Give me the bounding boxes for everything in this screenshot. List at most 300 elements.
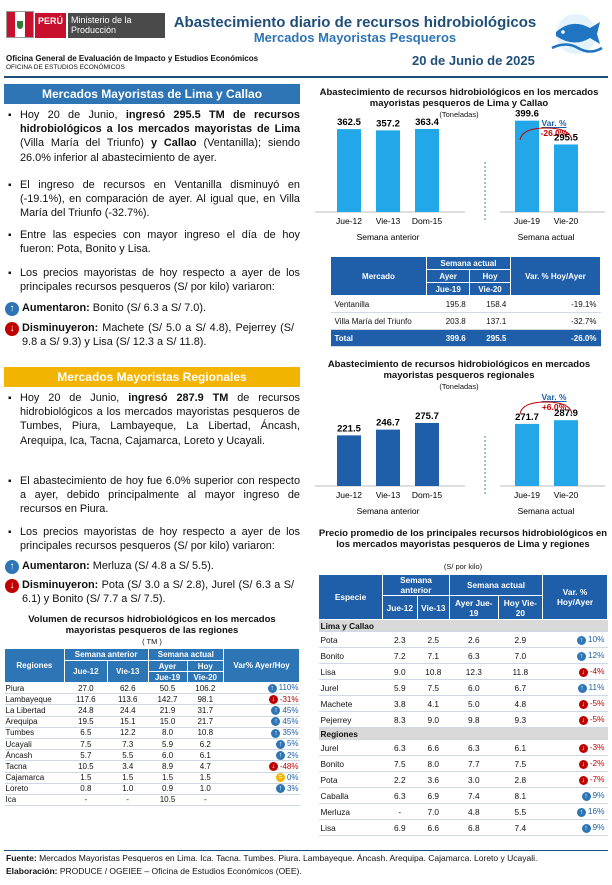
table-row (5, 716, 300, 727)
table-cell: 9.0 (383, 664, 418, 680)
table-cell: 6.3 (383, 788, 418, 804)
footer-source (6, 853, 537, 863)
col-ayer: Ayer (427, 270, 470, 283)
reg-bullet-1 (20, 391, 300, 448)
lima-bullet-3: Entre las especies con mayor ingreso el día de hoy fueron: Pota, Bonito y Lisa. (20, 229, 300, 256)
table-cell: - (187, 794, 224, 805)
col-vie20: Vie-20 (187, 672, 224, 683)
up-text: Bonito (S/ 6.3 a S/ 7.0). (89, 302, 206, 314)
table-row (5, 761, 300, 772)
reg-bullet-2: El abastecimiento de hoy fue 6.0% superior con respecto a ayer, debido principalmente al mayor ingreso de recursos en Piura. (20, 475, 300, 516)
total-row (331, 330, 601, 347)
table-cell: 6.2 (187, 738, 224, 749)
table-cell: 50.5 (148, 683, 187, 694)
table-cell: 27.0 (64, 683, 107, 694)
var-value: -2% (589, 758, 605, 769)
up-label: Aumentaron: (22, 560, 90, 572)
arrow-down-icon: ↓ (5, 322, 19, 336)
section-lima-callao: Mercados Mayoristas de Lima y Callao (4, 84, 300, 104)
table-cell: Tacna (5, 761, 65, 772)
table-cell: 6.0 (449, 680, 498, 696)
lima-bullet-4: Los precios mayoristas de hoy respecto a ayer de los principales recursos pesqueros (S/ por kilo) variaron: (20, 267, 300, 294)
var-value: -7% (589, 774, 605, 785)
table-row (331, 296, 601, 313)
table-cell: 98.1 (187, 694, 224, 705)
col-ayer-jue19: Ayer Jue-19 (449, 596, 498, 620)
table-row (5, 772, 300, 783)
var-value: -48% (279, 761, 299, 771)
x-tick-label: Vie-13 (375, 490, 401, 500)
table-cell: Ucayali (5, 738, 65, 749)
table-cell: 6.3 (449, 740, 498, 756)
var-cell (543, 772, 608, 788)
chart1-title: Abastecimiento de recursos hidrobiológicos en los mercados mayoristas pesqueros de Lima y Callao (319, 87, 599, 109)
var-cell (224, 705, 300, 716)
table-cell: Villa María del Triunfo (331, 313, 427, 330)
table-cell: 113.6 (107, 694, 148, 705)
table-cell: 2.6 (449, 632, 498, 648)
table-cell: Ica (5, 794, 65, 805)
table-cell: 9.8 (449, 712, 498, 728)
table-cell: 203.8 (427, 313, 470, 330)
table-cell: 5.0 (449, 696, 498, 712)
group-label-cur: Semana actual (517, 506, 575, 516)
var-cell (543, 740, 608, 756)
equal-icon: = (276, 773, 285, 782)
table-cell: 6.6 (417, 740, 449, 756)
arrow-down-icon: ↓ (5, 579, 19, 593)
var-value: 16% (587, 806, 605, 817)
table-row (5, 738, 300, 749)
var-value: 10% (587, 634, 605, 645)
table-cell: 1.5 (148, 772, 187, 783)
x-tick-label: Dom-15 (411, 216, 443, 226)
lima-bullet-2: El ingreso de recursos en Ventanilla disminuyó en (-19.1%), en comparación de ayer. Al igual que, en Villa María del Triunfo (-32.7%). (20, 179, 300, 220)
table-cell: 142.7 (148, 694, 187, 705)
table-row (331, 313, 601, 330)
table-row (5, 794, 300, 805)
var-cell (224, 683, 300, 694)
table-cell: 7.7 (449, 756, 498, 772)
source-label: Fuente: (6, 853, 37, 863)
arrow-up-icon: ↑ (276, 740, 285, 749)
table-cell: -19.1% (510, 296, 600, 313)
table-cell: 6.9 (383, 820, 418, 836)
var-value: -4% (589, 666, 605, 677)
bar (376, 130, 400, 212)
col-semana-actual: Semana actual (449, 575, 542, 596)
var-value: 9% (592, 790, 605, 801)
fish-logo-icon (548, 8, 604, 56)
table-cell: Pota (319, 772, 383, 788)
bar (515, 121, 539, 212)
chart2-unit: (Toneladas) (439, 382, 479, 391)
bar (554, 144, 578, 212)
text-span: Hoy 20 de Junio, (20, 392, 129, 404)
table-row (319, 664, 608, 680)
col-hoy: Hoy (470, 270, 511, 283)
table-cell: 6.6 (417, 820, 449, 836)
table-cell: 15.1 (107, 716, 148, 727)
table-cell: 7.0 (417, 804, 449, 820)
table-cell: 195.8 (427, 296, 470, 313)
bar-value-label: 357.2 (376, 118, 400, 130)
table-cell: 5.5 (107, 750, 148, 761)
arrow-up-icon: ↑ (268, 684, 277, 693)
table-cell: 19.5 (64, 716, 107, 727)
arrow-down-icon: ↓ (579, 700, 588, 709)
var-value: -5% (589, 714, 605, 725)
bullet-icon: ▪ (8, 180, 12, 191)
text-bold: y Callao (150, 137, 197, 150)
table-cell: 3.0 (449, 772, 498, 788)
col-var: Var. % Hoy/Ayer (510, 257, 600, 296)
col-var: Var. % Hoy/Ayer (543, 575, 608, 620)
text-span: (Villa María del Triunfo) (20, 137, 151, 150)
table-cell: Piura (5, 683, 65, 694)
bar (554, 420, 578, 486)
text-span: (Ventanilla); siendo 26.0% inferior al abastecimiento de ayer. (20, 137, 301, 164)
var-value: 3% (286, 784, 299, 794)
arrow-down-icon: ↓ (579, 744, 588, 753)
section-regional: Mercados Mayoristas Regionales (4, 367, 300, 387)
arrow-up-icon: ↑ (276, 784, 285, 793)
table-cell: 10.5 (64, 761, 107, 772)
col-vie13: Vie-13 (107, 661, 148, 683)
col-jue12: Jue-12 (64, 661, 107, 683)
table-cell: 8.9 (148, 761, 187, 772)
table-cell: 8.1 (498, 788, 542, 804)
var-cell (224, 694, 300, 705)
bar-value-label: 287.9 (554, 408, 578, 420)
table-cell: 7.5 (417, 680, 449, 696)
bar (415, 129, 439, 212)
var-cell (543, 804, 608, 820)
up-text: Merluza (S/ 4.8 a S/ 5.5). (89, 560, 214, 572)
arrow-down-icon: ↓ (269, 695, 278, 704)
table-cell: 4.8 (498, 696, 542, 712)
table-cell: 5.7 (64, 750, 107, 761)
arrow-up-icon: ↑ (577, 636, 586, 645)
table-row (319, 648, 608, 664)
table-cell: 106.2 (187, 683, 224, 694)
col-vie20: Vie-20 (470, 283, 511, 296)
table-row (319, 680, 608, 696)
footer-elaboration (6, 866, 302, 876)
group-label-prev: Semana anterior (356, 506, 420, 516)
x-tick-label: Jue-12 (336, 490, 362, 500)
lima-bullet-1 (20, 108, 300, 165)
col-semana-actual: Semana actual (427, 257, 511, 270)
col-semana-anterior: Semana anterior (383, 575, 450, 596)
x-tick-label: Vie-20 (553, 216, 579, 226)
table-cell: Total (331, 330, 427, 347)
table-cell: 7.5 (498, 756, 542, 772)
table-cell: La Libertad (5, 705, 65, 716)
arrow-up-icon: ↑ (582, 792, 591, 801)
prices-table-unit: (S/ por kilo) (443, 562, 483, 571)
table-row (5, 750, 300, 761)
table-cell: 2.5 (417, 632, 449, 648)
group-label-prev: Semana anterior (356, 232, 420, 242)
col-hoy-vie20: Hoy Vie-20 (498, 596, 542, 620)
var-cell (224, 761, 300, 772)
x-tick-label: Vie-20 (553, 490, 579, 500)
reg-price-up (22, 559, 297, 573)
regions-table-title: Volumen de recursos hidrobiológicos en los mercados mayoristas pesqueros de las regiones (28, 614, 276, 636)
bar-value-label: 221.5 (337, 423, 361, 435)
var-value: 35% (282, 728, 299, 738)
var-value: 110% (278, 683, 299, 693)
table-row (319, 788, 608, 804)
var-cell (543, 756, 608, 772)
arrow-up-icon: ↑ (578, 684, 587, 693)
col-jue19: Jue-19 (427, 283, 470, 296)
table-cell: Merluza (319, 804, 383, 820)
table-cell: Loreto (5, 783, 65, 794)
col-semana-anterior: Semana anterior (64, 649, 148, 661)
arrow-down-icon: ↓ (269, 762, 278, 771)
table-cell: 10.8 (417, 664, 449, 680)
var-label: Var. % (541, 118, 567, 128)
table-row (5, 705, 300, 716)
arrow-down-icon: ↓ (579, 760, 588, 769)
arrow-up-icon: ↑ (271, 706, 280, 715)
table-cell: 7.4 (498, 820, 542, 836)
lima-price-up (22, 301, 297, 315)
col-hoy: Hoy (187, 661, 224, 672)
source-text: Mercados Mayoristas Pesqueros en Lima. Ica. Tacna. Tumbes. Piura. Lambayeque. Áncash. Arequipa. Cajamarca. Loreto y Ucayali. (36, 853, 538, 863)
col-regiones: Regiones (5, 649, 65, 683)
table-cell: Jurel (319, 680, 383, 696)
text-span: de recursos hidrobiológicos a los mercados mayoristas pesqueros de Tumbes, Piura, Lambayeque, La Libertad, Áncash, Arequipa, Ica, Tacna, Cajamarca, Loreto y Ucayali. (20, 392, 300, 447)
table-cell: 10.8 (187, 727, 224, 738)
table-cell: -32.7% (510, 313, 600, 330)
report-title: Abastecimiento diario de recursos hidrobiológicos (173, 14, 537, 31)
table-cell: 62.6 (107, 683, 148, 694)
arrow-up-icon: ↑ (5, 302, 19, 316)
table-cell: Tumbes (5, 727, 65, 738)
regions-table-unit: ( TM ) (142, 637, 162, 646)
arrow-down-icon: ↓ (579, 716, 588, 725)
bar-value-label: 362.5 (337, 117, 361, 129)
table-row (319, 820, 608, 836)
peru-flag-logo (6, 11, 34, 38)
col-jue12: Jue-12 (383, 596, 418, 620)
table-row (319, 804, 608, 820)
elaboration-text: PRODUCE / OGEIEE – Oficina de Estudios Económicos (OEE). (57, 866, 302, 876)
table-cell: Caballa (319, 788, 383, 804)
table-row (319, 772, 608, 788)
table-row (5, 683, 300, 694)
var-cell (543, 664, 608, 680)
table-cell: 5.9 (148, 738, 187, 749)
var-label: Var. % (541, 392, 567, 402)
table-cell: 5.9 (383, 680, 418, 696)
var-cell (224, 794, 300, 805)
table-row (319, 740, 608, 756)
table-cell: 6.9 (417, 788, 449, 804)
arrow-up-icon: ↑ (577, 808, 586, 817)
x-tick-label: Jue-12 (336, 216, 362, 226)
office-subname: OFICINA DE ESTUDIOS ECONÓMICOS (6, 64, 125, 71)
text-span: Hoy 20 de Junio, (20, 109, 126, 121)
bar (415, 423, 439, 486)
table-cell: 21.7 (187, 716, 224, 727)
report-subtitle: Mercados Mayoristas Pesqueros (253, 30, 457, 45)
lima-markets-table (330, 256, 601, 347)
table-cell: Pota (319, 632, 383, 648)
reg-price-down (22, 578, 294, 606)
table-cell: Ventanilla (331, 296, 427, 313)
table-cell: 1.0 (187, 783, 224, 794)
bullet-icon: ▪ (8, 110, 12, 121)
down-label: Disminuyeron: (22, 322, 99, 334)
col-mercado: Mercado (331, 257, 427, 296)
var-value: 45% (282, 716, 299, 726)
up-label: Aumentaron: (22, 302, 90, 314)
chart1-var-value: -26.0% (540, 128, 568, 138)
table-cell: 1.5 (107, 772, 148, 783)
footer-divider (4, 850, 608, 851)
table-cell: 7.5 (64, 738, 107, 749)
table-cell: Machete (319, 696, 383, 712)
bullet-icon: ▪ (8, 230, 12, 241)
table-cell: 5.5 (498, 804, 542, 820)
var-value: 5% (286, 739, 299, 749)
var-cell (543, 632, 608, 648)
var-cell (224, 750, 300, 761)
table-cell: 137.1 (470, 313, 511, 330)
table-cell: 9.0 (417, 712, 449, 728)
header-divider (4, 76, 608, 78)
bar (515, 424, 539, 486)
group-label: Lima y Callao (319, 620, 608, 632)
table-cell: 6.1 (187, 750, 224, 761)
table-cell: Jurel (319, 740, 383, 756)
table-cell: 3.4 (107, 761, 148, 772)
table-cell: 7.2 (383, 648, 418, 664)
table-cell: 3.6 (417, 772, 449, 788)
table-cell: 7.5 (383, 756, 418, 772)
prices-table-title: Precio promedio de los principales recursos hidrobiológicos en los mercados mayoristas pesqueros de Lima y regiones (318, 528, 608, 550)
table-cell: 3.8 (383, 696, 418, 712)
table-cell: 1.5 (64, 772, 107, 783)
coat-of-arms-icon (17, 21, 23, 29)
var-value: 45% (282, 705, 299, 715)
chart2-var-value: +6.0% (541, 402, 567, 412)
table-cell: Cajamarca (5, 772, 65, 783)
chart2-bar-chart (315, 392, 605, 524)
bar-value-label: 275.7 (415, 410, 439, 422)
reg-bullet-3: Los precios mayoristas de hoy respecto a ayer de los principales recursos pesqueros (S/ por kilo) variaron: (20, 526, 300, 553)
var-cell (224, 738, 300, 749)
col-especie: Especie (319, 575, 383, 620)
table-cell: 31.7 (187, 705, 224, 716)
col-vie13: Vie-13 (417, 596, 449, 620)
var-value: -31% (279, 694, 299, 704)
var-cell (224, 716, 300, 727)
table-cell: Lisa (319, 820, 383, 836)
text-bold: ingresó 287.9 TM (128, 392, 229, 404)
table-row (319, 696, 608, 712)
bar (337, 129, 361, 212)
office-name: Oficina General de Evaluación de Impacto y Estudios Económicos (6, 54, 259, 63)
x-tick-label: Jue-19 (514, 490, 540, 500)
text-bold: ingresó 295.5 TM de recursos hidrobiológicos a los mercados mayoristas de Lima (20, 109, 300, 136)
group-label: Regiones (319, 728, 608, 740)
arrow-up-icon: ↑ (582, 824, 591, 833)
var-value: 11% (588, 682, 605, 693)
table-cell: Lisa (319, 664, 383, 680)
table-cell: 117.6 (64, 694, 107, 705)
table-cell: 4.8 (449, 804, 498, 820)
var-cell (543, 696, 608, 712)
arrow-up-icon: ↑ (5, 560, 19, 574)
bullet-icon: ▪ (8, 393, 12, 404)
table-cell: 6.3 (383, 740, 418, 756)
col-var: Var% Ayer/Hoy (224, 649, 300, 683)
down-text: Pota (S/ 3.0 a S/ 2.8), Jurel (S/ 6.3 a S/ 6.1) y Bonito (S/ 7.7 a S/ 7.5). (22, 579, 294, 606)
table-cell: 4.7 (187, 761, 224, 772)
table-cell: 21.9 (148, 705, 187, 716)
table-cell: 0.9 (148, 783, 187, 794)
var-value: 0% (286, 772, 299, 782)
table-cell: 2.2 (383, 772, 418, 788)
table-cell: - (64, 794, 107, 805)
table-row (5, 783, 300, 794)
table-cell: 4.1 (417, 696, 449, 712)
lima-price-down (22, 321, 294, 349)
var-cell (543, 648, 608, 664)
arrow-down-icon: ↓ (579, 668, 588, 677)
table-cell: Pejerrey (319, 712, 383, 728)
table-cell: - (383, 804, 418, 820)
chart1-unit: (Toneladas) (439, 110, 479, 119)
var-cell (543, 712, 608, 728)
var-cell (224, 772, 300, 783)
report-date: 20 de Junio de 2025 (412, 53, 535, 68)
table-cell: 7.4 (449, 788, 498, 804)
table-cell: 7.0 (498, 648, 542, 664)
down-text: Machete (S/ 5.0 a S/ 4.8), Pejerrey (S/ 9.8 a S/ 9.3) y Lisa (S/ 12.3 a S/ 11.8). (22, 322, 294, 349)
bar-value-label: 246.7 (376, 417, 400, 429)
table-cell: 7.3 (107, 738, 148, 749)
table-row (5, 727, 300, 738)
table-cell: 7.1 (417, 648, 449, 664)
down-label: Disminuyeron: (22, 579, 99, 591)
table-cell: 9.3 (498, 712, 542, 728)
table-cell: 24.4 (107, 705, 148, 716)
bar-value-label: 295.5 (554, 132, 578, 144)
table-cell: 6.7 (498, 680, 542, 696)
table-cell: 399.6 (427, 330, 470, 347)
arrow-up-icon: ↑ (271, 729, 280, 738)
group-label-cur: Semana actual (517, 232, 575, 242)
col-ayer: Ayer (148, 661, 187, 672)
bullet-icon: ▪ (8, 527, 12, 538)
bar-value-label: 363.4 (415, 116, 439, 128)
table-cell: -26.0% (510, 330, 600, 347)
group-row (319, 620, 608, 632)
arrow-up-icon: ↑ (276, 751, 285, 760)
var-value: 2% (286, 750, 299, 760)
table-cell: 8.3 (383, 712, 418, 728)
table-cell: Bonito (319, 648, 383, 664)
table-cell: 158.4 (470, 296, 511, 313)
arrow-up-icon: ↑ (577, 652, 586, 661)
table-cell: 1.0 (107, 783, 148, 794)
